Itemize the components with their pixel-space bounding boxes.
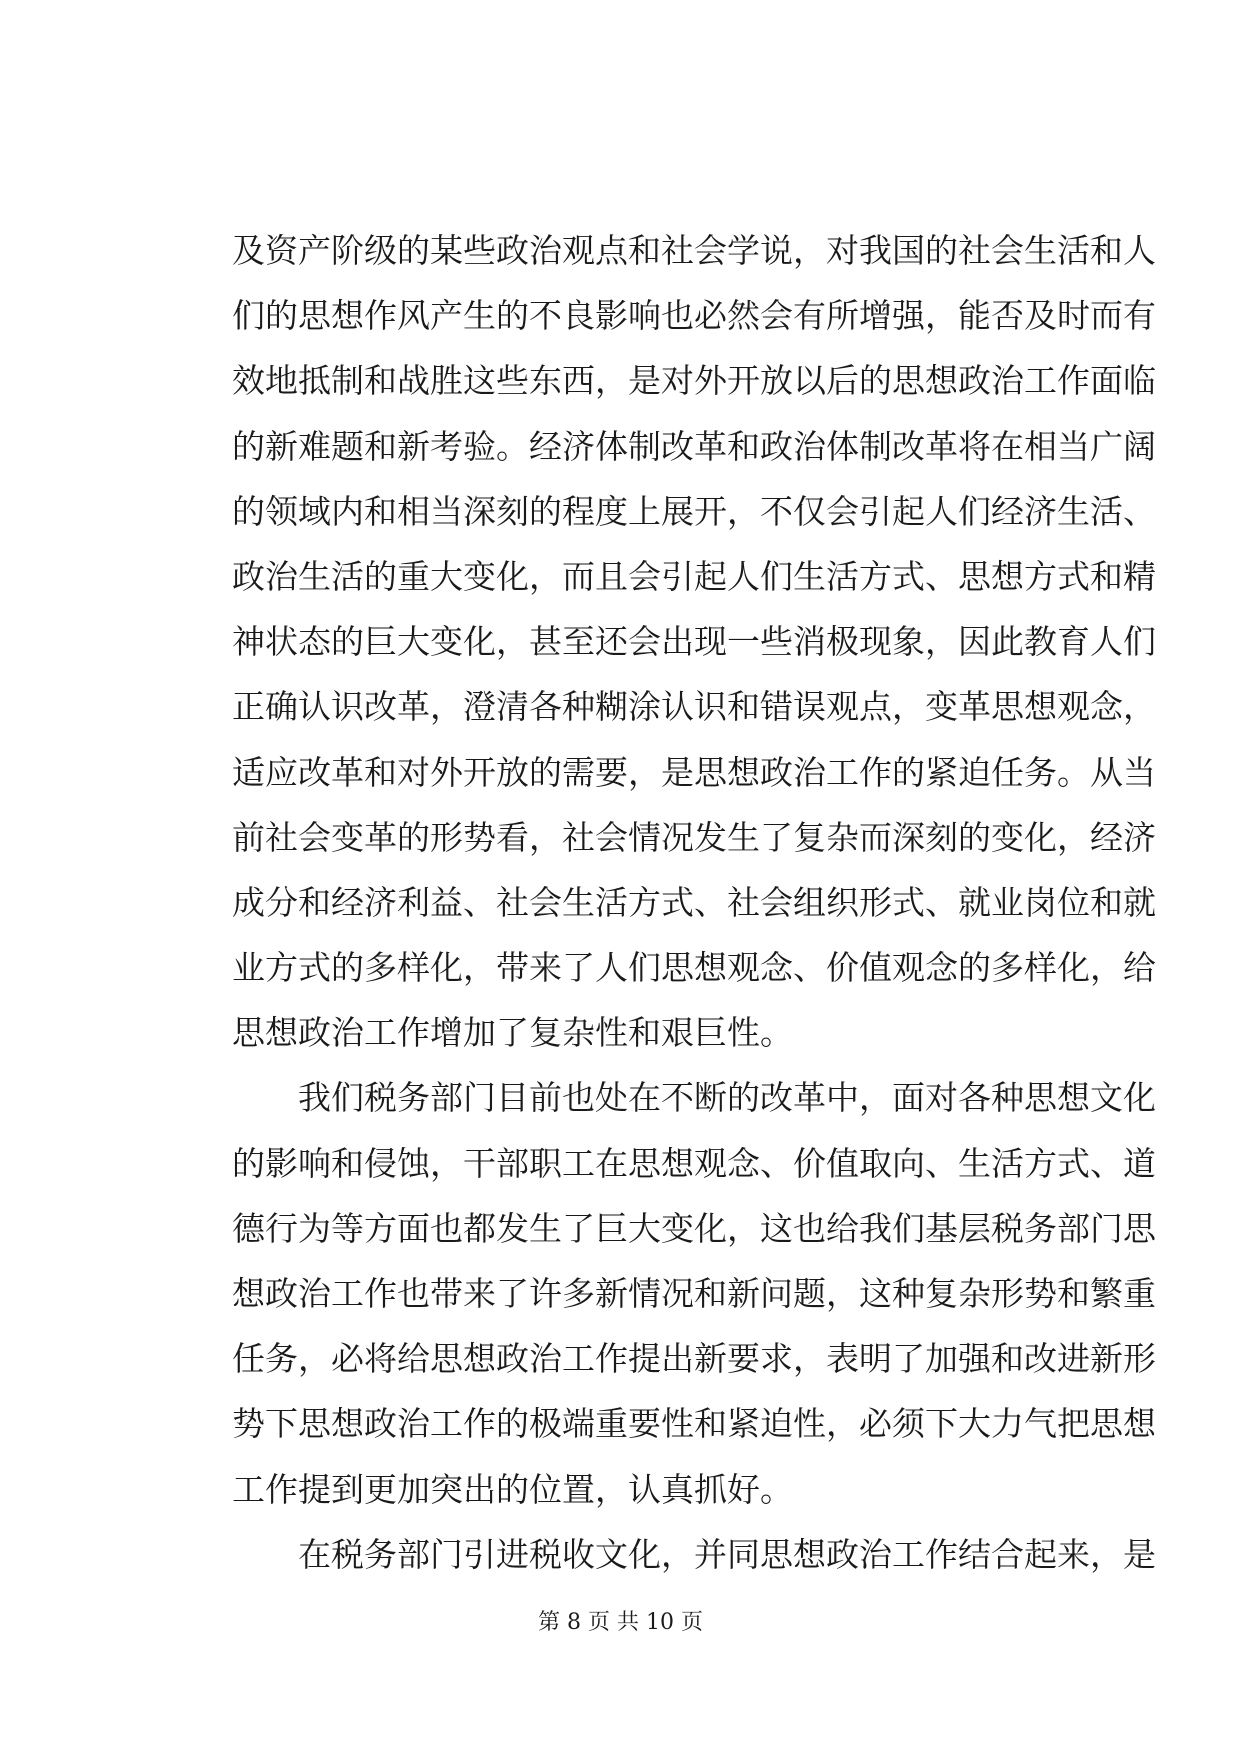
page-footer: 第 8 页 共 10 页 (538, 1610, 703, 1635)
text-line: 政治生活的重大变化，而且会引起人们生活方式、思想方式和精 (232, 556, 1156, 596)
text-line: 任务，必将给思想政治工作提出新要求，表明了加强和改进新形 (232, 1339, 1156, 1379)
text-line: 及资产阶级的某些政治观点和社会学说，对我国的社会生活和人 (232, 231, 1156, 270)
text-line: 的影响和侵蚀，干部职工在思想观念、价值取向、生活方式、道 (232, 1143, 1156, 1183)
text-line: 效地抵制和战胜这些东西，是对外开放以后的思想政治工作面临 (232, 361, 1156, 401)
text-line: 们的思想作风产生的不良影响也必然会有所增强，能否及时而有 (232, 296, 1156, 336)
text-line: 工作提到更加突出的位置，认真抓好。 (232, 1469, 793, 1509)
text-line: 想政治工作也带来了许多新情况和新问题，这种复杂形势和繁重 (232, 1274, 1156, 1313)
paragraph-1 (232, 231, 1156, 1079)
text-line: 适应改革和对外开放的需要，是思想政治工作的紧迫任务。从当 (232, 752, 1156, 792)
text-line: 正确认识改革，澄清各种糊涂认识和错误观点，变革思想观念， (232, 687, 1156, 727)
text-line: 神状态的巨大变化，甚至还会出现一些消极现象，因此教育人们 (232, 622, 1156, 662)
body-text (232, 231, 1156, 1601)
text-line: 德行为等方面也都发生了巨大变化，这也给我们基层税务部门思 (232, 1208, 1156, 1248)
text-line: 业方式的多样化，带来了人们思想观念、价值观念的多样化，给 (232, 948, 1156, 988)
text-line: 我们税务部门目前也处在不断的改革中，面对各种思想文化 (232, 1078, 1156, 1118)
text-line: 的新难题和新考验。经济体制改革和政治体制改革将在相当广阔 (232, 426, 1156, 466)
text-line: 势下思想政治工作的极端重要性和紧迫性，必须下大力气把思想 (232, 1404, 1156, 1444)
text-line: 思想政治工作增加了复杂性和艰巨性。 (232, 1013, 793, 1053)
paragraph-3 (232, 1534, 1156, 1601)
text-line: 的领域内和相当深刻的程度上展开，不仅会引起人们经济生活、 (232, 491, 1156, 531)
text-line: 前社会变革的形势看，社会情况发生了复杂而深刻的变化，经济 (232, 817, 1156, 857)
text-line: 成分和经济利益、社会生活方式、社会组织形式、就业岗位和就 (232, 882, 1156, 922)
text-line: 在税务部门引进税收文化，并同思想政治工作结合起来，是 (232, 1534, 1156, 1574)
paragraph-2 (232, 1078, 1156, 1535)
